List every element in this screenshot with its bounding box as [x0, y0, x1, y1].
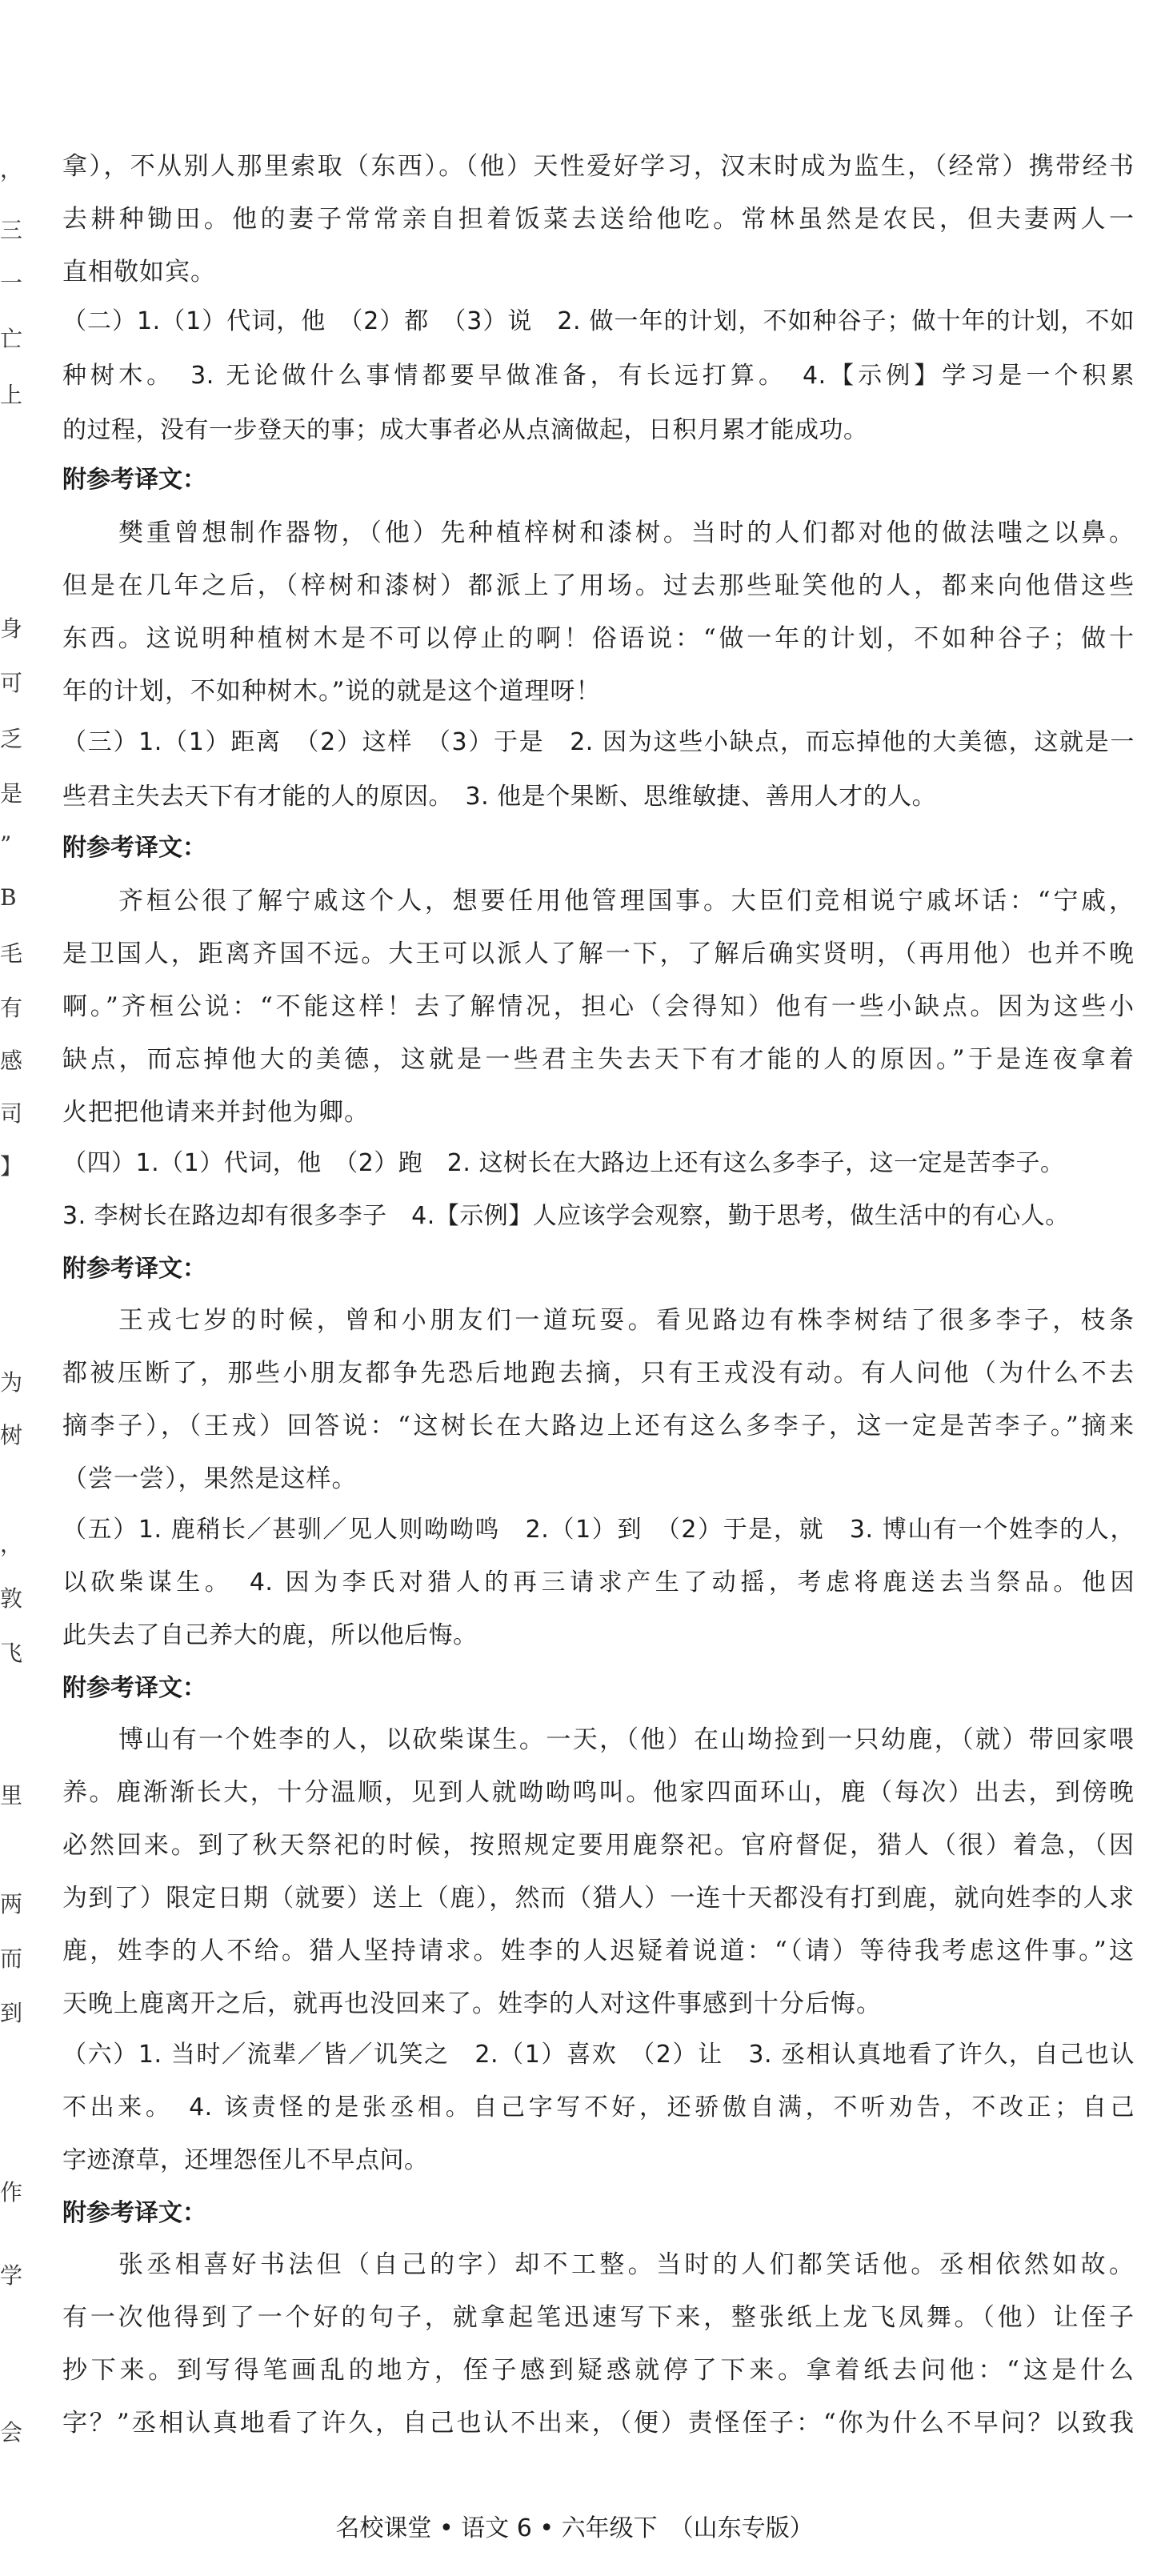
- margin-char: 是: [0, 780, 23, 807]
- margin-char: 会: [0, 2419, 23, 2446]
- answer-line: 字迹潦草，还埋怨侄儿不早点问。: [62, 2146, 429, 2174]
- margin-char: 身: [0, 615, 23, 642]
- text-line: 直相敬如宾。: [62, 258, 216, 286]
- text-line: 养。鹿渐渐长大，十分温顺，见到人就呦呦鸣叫。他家四面环山，鹿（每次）出去，到傍晚: [62, 1778, 1135, 1807]
- text-line: 博山有一个姓李的人，以砍柴谋生。一天，（他）在山坳捡到一只幼鹿，（就）带回家喂: [118, 1725, 1135, 1754]
- margin-char: 有: [0, 995, 23, 1021]
- margin-char: 感: [0, 1048, 23, 1074]
- text-line: （尝一尝），果然是这样。: [62, 1464, 358, 1493]
- margin-char: 一: [0, 270, 23, 296]
- text-line: 啊。”齐桓公说：“不能这样！去了解情况，担心（会得知）他有一些小缺点。因为这些小: [62, 992, 1135, 1021]
- translation-heading: 附参考译文：: [62, 466, 206, 494]
- text-line: 缺点，而忘掉他大的美德，这就是一些君主失去天下有才能的人的原因。”于是连夜拿着: [62, 1045, 1135, 1074]
- text-line: 张丞相喜好书法但（自己的字）却不工整。当时的人们都笑话他。丞相依然如故。: [118, 2250, 1135, 2279]
- margin-char: 到: [0, 2000, 23, 2026]
- text-line: 字？”丞相认真地看了许久，自己也认不出来，（便）责怪侄子：“你为什么不早问？以致我: [62, 2409, 1135, 2438]
- answer-line: （三）1.（1）距离 （2）这样 （3）于是 2. 因为这些小缺点，而忘掉他的大美德，这就是一: [62, 728, 1135, 756]
- text-line: 但是在几年之后，（梓树和漆树）都派上了用场。过去那些耻笑他的人，都来向他借这些: [62, 571, 1135, 600]
- margin-char: 亡: [0, 326, 23, 352]
- margin-char: 树: [0, 1422, 23, 1448]
- margin-char: 而: [0, 1945, 23, 1972]
- margin-char: ，: [0, 156, 23, 182]
- margin-char: B: [0, 884, 17, 911]
- margin-char: 为: [0, 1369, 23, 1396]
- text-line: 拿），不从别人那里索取（东西）。（他）天性爱好学习，汉末时成为监生，（经常）携带经书: [62, 152, 1135, 181]
- answer-line: 些君主失去天下有才能的人的原因。 3. 他是个果断、思维敏捷、善用人才的人。: [62, 783, 937, 811]
- translation-heading: 附参考译文：: [62, 1674, 206, 1702]
- text-line: 东西。这说明种植树木是不可以停止的啊！俗语说：“做一年的计划，不如种谷子；做十: [62, 624, 1135, 653]
- text-line: 天晚上鹿离开之后，就再也没回来了。姓李的人对这件事感到十分后悔。: [62, 1989, 882, 2018]
- answer-line: （四）1.（1）代词，他 （2）跑 2. 这树长在大路边上还有这么多李子，这一定是苦李子。: [62, 1149, 1065, 1177]
- margin-char: 】: [0, 1153, 23, 1180]
- text-line: 有一次他得到了一个好的句子，就拿起笔迅速写下来，整张纸上龙飞凤舞。（他）让侄子: [62, 2303, 1135, 2332]
- text-line: 抄下来。到写得笔画乱的地方，侄子感到疑惑就停了下来。拿着纸去问他：“这是什么: [62, 2356, 1135, 2385]
- margin-char: 作: [0, 2179, 23, 2205]
- answer-line: 以砍柴谋生。 4. 因为李氏对猎人的再三请求产生了动摇，考虑将鹿送去当祭品。他因: [62, 1568, 1135, 1596]
- margin-char: 司: [0, 1100, 23, 1127]
- margin-char: 上: [0, 382, 23, 408]
- margin-char: 三: [0, 217, 23, 243]
- left-margin-fragments: [0, 0, 34, 2576]
- text-line: 火把把他请来并封他为卿。: [62, 1098, 370, 1127]
- text-line: 樊重曾想制作器物，（他）先种植梓树和漆树。当时的人们都对他的做法嗤之以鼻。: [118, 519, 1135, 547]
- translation-heading: 附参考译文：: [62, 1255, 206, 1283]
- translation-heading: 附参考译文：: [62, 2199, 206, 2227]
- text-line: 必然回来。到了秋天祭祀的时候，按照规定要用鹿祭祀。官府督促，猎人（很）着急，（因: [62, 1831, 1135, 1860]
- text-line: 去耕种锄田。他的妻子常常亲自担着饭菜去送给他吃。常林虽然是农民，但夫妻两人一: [62, 205, 1135, 234]
- margin-char: 两: [0, 1891, 23, 1917]
- answer-line: 的过程，没有一步登天的事；成大事者必从点滴做起，日积月累才能成功。: [62, 416, 868, 444]
- text-line: 为到了）限定日期（就要）送上（鹿），然而（猎人）一连十天都没有打到鹿，就向姓李的人求: [62, 1884, 1135, 1913]
- answer-line: 种树木。 3. 无论做什么事情都要早做准备，有长远打算。 4.【示例】学习是一个积累: [62, 362, 1135, 390]
- margin-char: 乏: [0, 726, 23, 752]
- text-line: 年的计划，不如种树木。”说的就是这个道理呀！: [62, 677, 602, 706]
- answer-line: （二）1.（1）代词，他 （2）都 （3）说 2. 做一年的计划，不如种谷子；做十年的计划，不如: [62, 307, 1135, 335]
- answer-line: 此失去了自己养大的鹿，所以他后悔。: [62, 1621, 478, 1649]
- page-footer: 名校课堂 • 语文 6 • 六年级下 （山东专版）: [335, 2514, 814, 2542]
- answer-line: （六）1. 当时／流辈／皆／讥笑之 2.（1）喜欢 （2）让 3. 丞相认真地看了许久，自己也认: [62, 2041, 1135, 2069]
- text-line: 是卫国人，距离齐国不远。大王可以派人了解一下，了解后确实贤明，（再用他）也并不晚: [62, 939, 1135, 968]
- margin-char: ”: [0, 831, 12, 858]
- answer-line: 不出来。 4. 该责怪的是张丞相。自己字写不好，还骄傲自满，不听劝告，不改正；自己: [62, 2093, 1135, 2121]
- answer-line: 3. 李树长在路边却有很多李子 4.【示例】人应该学会观察，勤于思考，做生活中的有心人。: [62, 1202, 1070, 1230]
- margin-char: 可: [0, 670, 23, 696]
- answer-line: （五）1. 鹿稍长／甚驯／见人则呦呦鸣 2.（1）到 （2）于是，就 3. 博山有一个姓李的人，: [62, 1516, 1135, 1544]
- text-line: 摘李子），（王戎）回答说：“这树长在大路边上还有这么多李子，这一定是苦李子。”摘来: [62, 1412, 1135, 1440]
- margin-char: 学: [0, 2262, 23, 2289]
- margin-char: 里: [0, 1782, 23, 1809]
- text-line: 王戎七岁的时候，曾和小朋友们一道玩耍。看见路边有株李树结了很多李子，枝条: [118, 1306, 1135, 1335]
- margin-char: 敦: [0, 1585, 23, 1612]
- margin-char: 飞: [0, 1640, 23, 1666]
- text-line: 都被压断了，那些小朋友都争先恐后地跑去摘，只有王戎没有动。有人问他（为什么不去: [62, 1359, 1135, 1388]
- margin-char: 毛: [0, 940, 23, 967]
- margin-char: ，: [0, 1531, 23, 1557]
- text-line: 齐桓公很了解宁戚这个人，想要任用他管理国事。大臣们竞相说宁戚坏话：“宁戚，: [118, 887, 1135, 915]
- text-line: 鹿，姓李的人不给。猎人坚持请求。姓李的人迟疑着说道：“（请）等待我考虑这件事。”这: [62, 1937, 1135, 1965]
- translation-heading: 附参考译文：: [62, 834, 206, 862]
